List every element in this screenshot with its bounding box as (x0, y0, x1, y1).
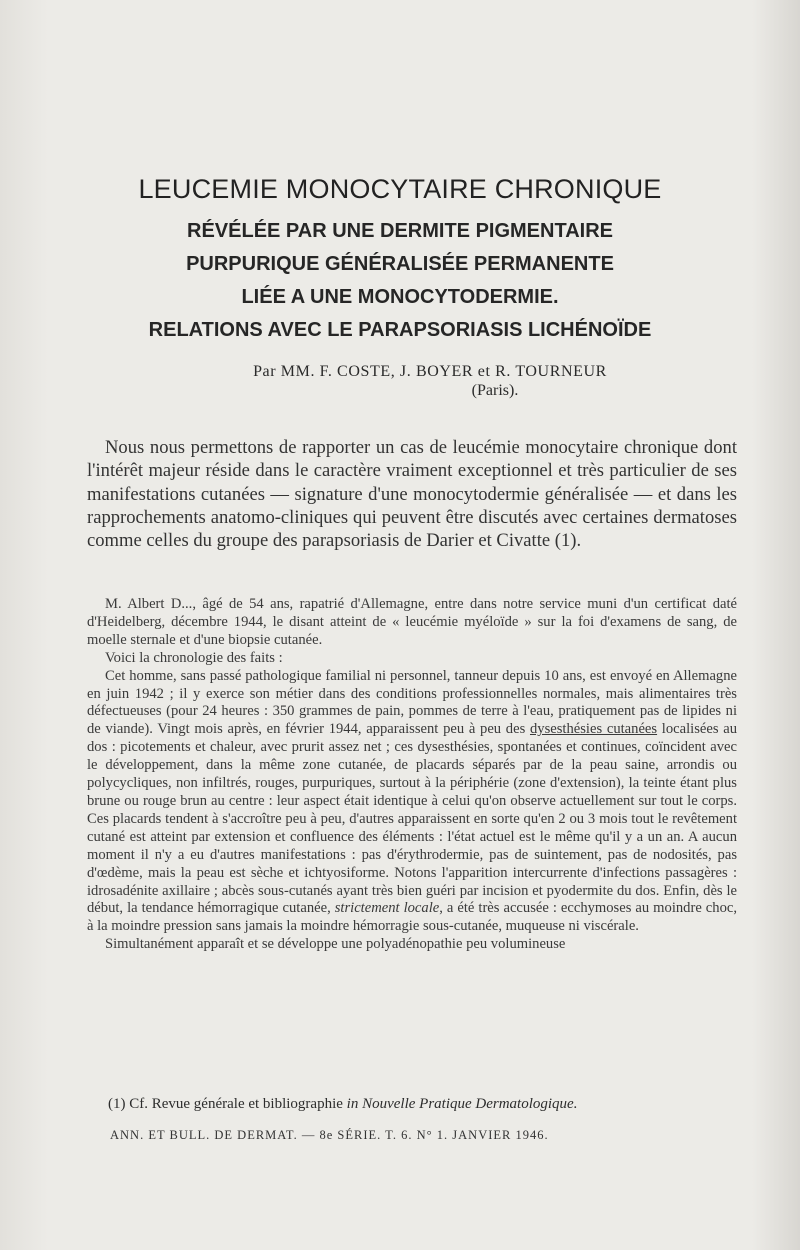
italic-term: strictement locale (334, 900, 440, 917)
article-title: LEUCEMIE MONOCYTAIRE CHRONIQUE (138, 174, 662, 204)
author-city: (Paris). (471, 382, 519, 399)
case-paragraph-4: Simultanément apparaît et se développe une polyadénopathie peu volumineuse (105, 936, 566, 953)
article-header (0, 174, 800, 347)
case-report (87, 596, 737, 954)
intro-section (87, 436, 737, 552)
underlined-term: dysesthésies cutanées (529, 721, 658, 738)
case-paragraph-3 (87, 668, 737, 937)
case-paragraph-2: Voici la chronologie des faits : (105, 649, 283, 666)
footnote-text: (1) Cf. Revue générale et bibliographie (108, 1096, 347, 1112)
case-text-part-b: localisées au dos : picotements et chaleur, avec prurit assez net ; ces dysesthésies, spontanées et continues, coïncident avec le développement, dans la même zone cutanée, de placards séparés par de la peau saine, arrondis ou polycycliques, non infiltrés, rouges, purpuriques, surtout à la périphérie (zone d'extension), la teinte étant plus brune ou rouge brun au centre : leur aspect était identique à celui qu'on observe actuellement sur tout le corps. Ces placards tendent à s'accroître peu à peu, d'autres apparaissent en sorte qu'en 2 ou 3 mois tout le revêtement cutané est atteint par extension et confluence des éléments : l'état actuel est le même qu'il y a un an. A aucun moment il n'y a eu d'autres manifestations : pas d'érythrodermie, pas de suintement, pas de nodosités, pas d'œdème, mais la peau est sèche et ichtyosiforme. Notons l'apparition intercurrente d'infections passagères : idrosadénite axillaire ; abcès sous-cutanés ayant très bien guéri par incision et pyodermite du dos. Enfin, dès le début, la tendance hémorragique cutanée, (87, 721, 738, 917)
journal-footer: ANN. ET BULL. DE DERMAT. — 8e SÉRIE. T. 6. N° 1. JANVIER 1946. (110, 1128, 549, 1142)
subtitle-line-3: LIÉE A UNE MONOCYTODERMIE. (241, 286, 559, 308)
authors: Par MM. F. COSTE, J. BOYER et R. TOURNEUR (253, 363, 607, 380)
footnote (108, 1096, 738, 1113)
intro-paragraph: Nous nous permettons de rapporter un cas de leucémie monocytaire chronique dont l'intérêt majeur réside dans le caractère vraiment exceptionnel et très particulier de ses manifestations cutanées — signature d'une monocytodermie généralisée — et dans les rapprochements anatomo-cliniques qui peuvent être discutés avec certaines dermatoses comme celles du groupe des parapsoriasis de Darier et Civatte (1). (87, 437, 737, 552)
subtitle-line-2: PURPURIQUE GÉNÉRALISÉE PERMANENTE (186, 253, 614, 275)
case-text-part-a: Cet homme, sans passé pathologique familial ni personnel, tanneur depuis 10 ans, est envoyé en Allemagne en juin 1942 ; il y exerce son métier dans des conditions professionnelles normales, mais alimentaires très défectueuses (pour 24 heures : 350 grammes de pain, pommes de terre à l'eau, pratiquement pas de lipides ni de viande). Vingt mois après, en février 1944, apparaissent peu à peu des (87, 667, 737, 738)
footnote-source: in Nouvelle Pratique Dermatologique. (346, 1096, 578, 1112)
byline (0, 363, 800, 400)
subtitle-line-1: RÉVÉLÉE PAR UNE DERMITE PIGMENTAIRE (187, 220, 613, 242)
case-paragraph-1: M. Albert D..., âgé de 54 ans, rapatrié d'Allemagne, entre dans notre service muni d'un certificat daté d'Heidelberg, décembre 1944, le disant atteint de « leucémie myéloïde » sur la foi d'examens de sang, de moelle sternale et d'une biopsie cutanée. (87, 596, 737, 648)
subtitle-line-4: RELATIONS AVEC LE PARAPSORIASIS LICHÉNOÏDE (148, 319, 652, 341)
case-text-part-c: , a été très accusée : ecchymoses au moindre choc, à la moindre pression sans jamais la moindre hémorragie sous-cutanée, muqueuse ni viscérale. (87, 900, 738, 935)
